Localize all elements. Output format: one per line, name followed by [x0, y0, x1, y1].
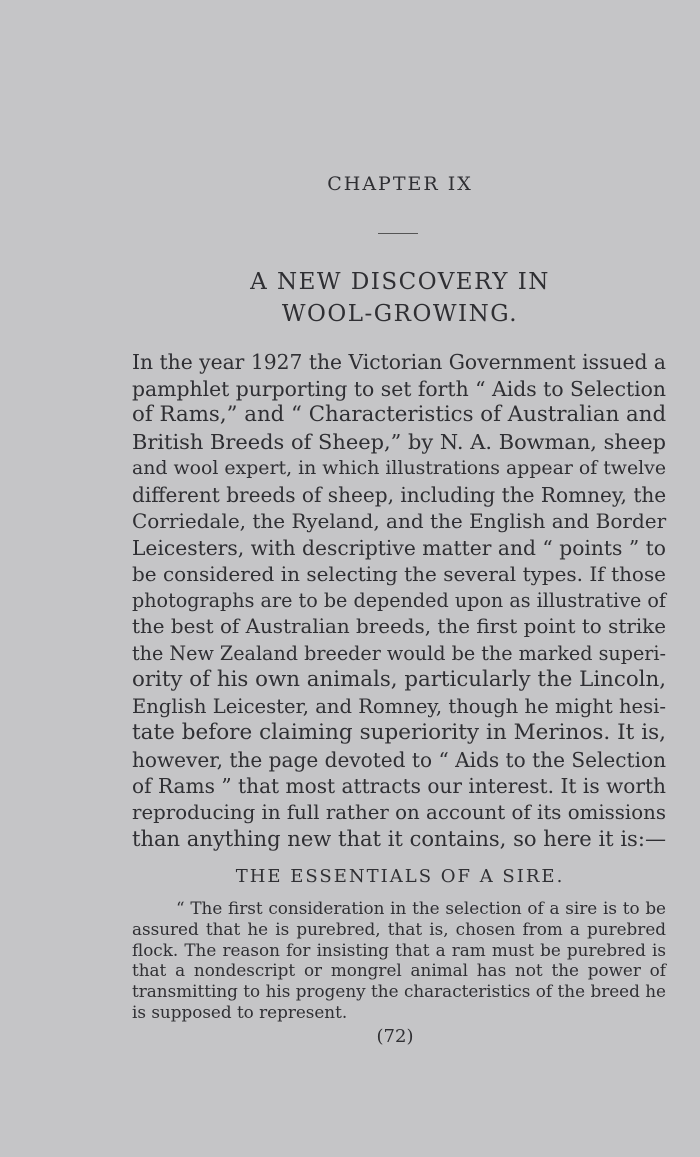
section-heading: THE ESSENTIALS OF A SIRE. [235, 866, 565, 887]
quote-line: assured that he is purebred, that is, chosen from a purebred [132, 918, 666, 939]
quote-line: flock. The reason for insisting that a ram must be purebred is [132, 939, 666, 960]
chapter-title [0, 266, 700, 330]
body-line: In the year 1927 the Victorian Government issued a [132, 350, 666, 374]
body-line: of Rams,” and “ Characteristics of Australian and [132, 402, 667, 427]
body-line: Leicesters, with descriptive matter and “ points ” to [132, 535, 666, 560]
body-paragraph [132, 349, 666, 853]
body-line: Corriedale, the Ryeland, and the English and Border [132, 509, 667, 533]
divider-rule [378, 233, 418, 234]
body-line: however, the page devoted to “ Aids to the Selection [132, 747, 666, 772]
title-line: A NEW DISCOVERY IN [250, 269, 550, 295]
body-line: the best of Australian breeds, the first point to strike [132, 615, 666, 638]
quote-line: is supposed to represent. [132, 1001, 348, 1022]
quote-line: transmitting to his progeny the characteristics of the breed he [132, 981, 666, 1002]
body-line: tate before claiming superiority in Merinos. It is, [132, 720, 666, 745]
quoted-passage [132, 898, 666, 1023]
body-line: the New Zealand breeder would be the marked superi- [132, 641, 666, 665]
title-line: WOOL-GROWING. [281, 301, 519, 327]
chapter-heading: CHAPTER IX [327, 173, 473, 195]
body-line: reproducing in full rather on account of its omissions [132, 800, 666, 824]
body-line: than anything new that it contains, so here it is:— [132, 826, 666, 851]
page-number: (72) [376, 1026, 414, 1047]
body-line: of Rams ” that most attracts our interest. It is worth [132, 774, 666, 798]
body-line: photographs are to be depended upon as illustrative of [132, 588, 666, 612]
body-line: British Breeds of Sheep,” by N. A. Bowman, sheep [132, 429, 666, 454]
body-line: ority of his own animals, particularly the Lincoln, [132, 667, 666, 692]
quote-line: that a nondescript or mongrel animal has not the power of [132, 960, 666, 981]
body-line: English Leicester, and Romney, though he might hesi- [132, 694, 666, 718]
body-line: and wool expert, in which illustrations appear of twelve [132, 457, 666, 479]
body-line: different breeds of sheep, including the Romney, the [132, 482, 667, 507]
body-line: be considered in selecting the several types. If those [132, 562, 666, 586]
quote-line: “ The first consideration in the selection of a sire is to be [176, 898, 666, 918]
body-line: pamphlet purporting to set forth “ Aids to Selection [132, 376, 666, 401]
